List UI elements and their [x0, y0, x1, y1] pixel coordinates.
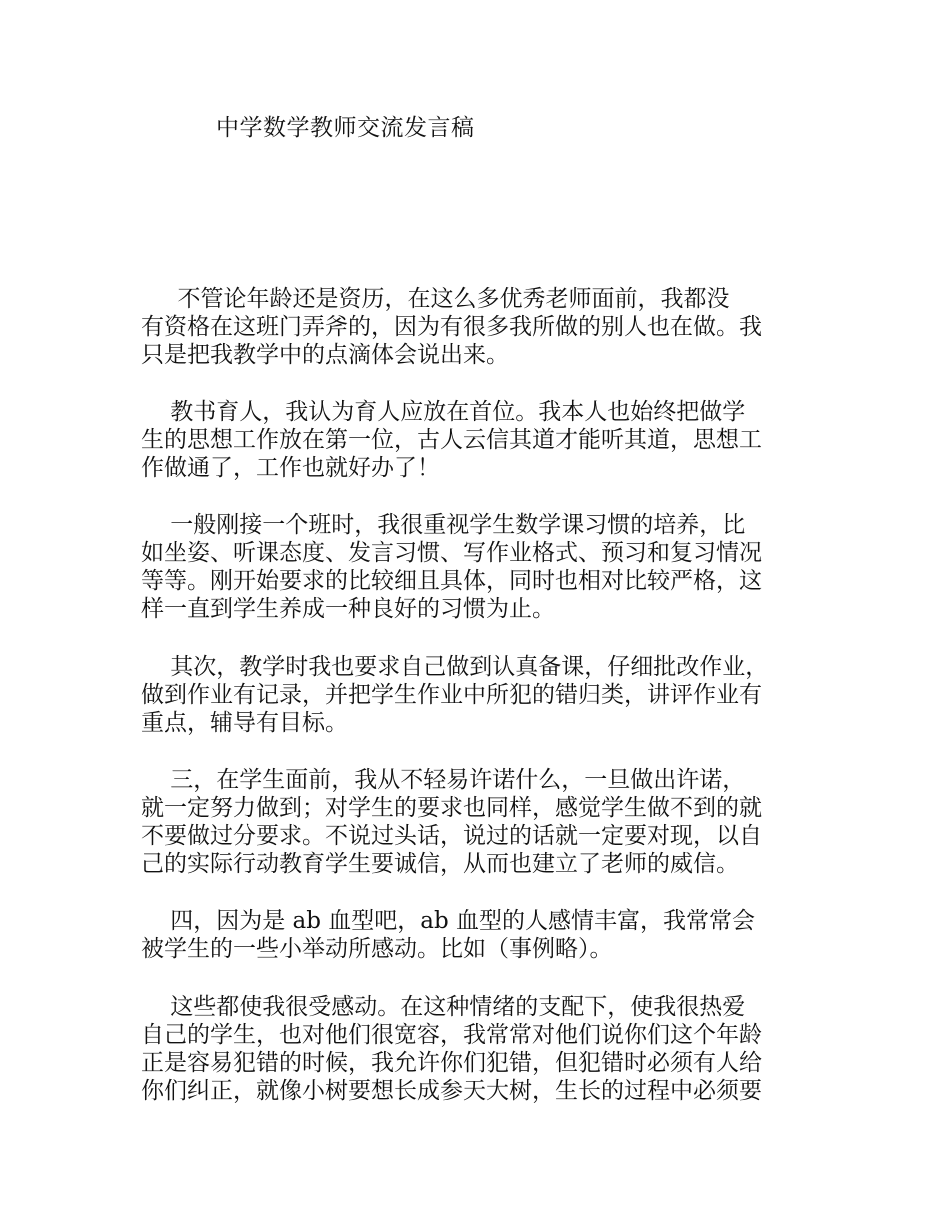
paragraph-line: 教书育人，我认为育人应放在首位。我本人也始终把做学 — [141, 399, 746, 425]
paragraph-4 — [141, 653, 841, 737]
paragraph-line: 一般刚接一个班时，我很重视学生数学课习惯的培养，比 — [141, 512, 746, 538]
paragraph-line: 三，在学生面前，我从不轻易许诺什么，一旦做出许诺， — [141, 767, 746, 793]
paragraph-line: 就一定努力做到；对学生的要求也同样，感觉学生做不到的就 — [141, 795, 762, 821]
paragraph-line: 自己的学生，也对他们很宽容，我常常对他们说你们这个年龄 — [141, 1022, 762, 1048]
paragraph-line: 己的实际行动教育学生要诚信，从而也建立了老师的威信。 — [141, 851, 739, 877]
paragraph-line: 做到作业有记录，并把学生作业中所犯的错归类，讲评作业有 — [141, 682, 762, 708]
paragraph-line: 这些都使我很受感动。在这种情绪的支配下，使我很热爱 — [141, 994, 746, 1020]
paragraph-line: 有资格在这班门弄斧的，因为有很多我所做的别人也在做。我 — [141, 314, 762, 340]
paragraph-line: 你们纠正，就像小树要想长成参天大树，生长的过程中必须要 — [141, 1078, 762, 1104]
paragraph-line: 如坐姿、听课态度、发言习惯、写作业格式、预习和复习情况 — [141, 540, 762, 566]
paragraph-line: 样一直到学生养成一种良好的习惯为止。 — [141, 596, 555, 622]
paragraph-line: 重点，辅导有目标。 — [141, 710, 348, 736]
paragraph-line: 不要做过分要求。不说过头话，说过的话就一定要对现，以自 — [141, 823, 762, 849]
paragraph-6 — [141, 907, 841, 963]
paragraph-line: 作做通了，工作也就好办了！ — [141, 455, 440, 481]
paragraph-7 — [141, 993, 841, 1105]
paragraph-line: 等等。刚开始要求的比较细且具体，同时也相对比较严格，这 — [141, 568, 762, 594]
paragraph-5 — [141, 766, 841, 878]
paragraph-line: 不管论年龄还是资历，在这么多优秀老师面前，我都没 — [141, 286, 730, 312]
paragraph-line: 生的思想工作放在第一位，古人云信其道才能听其道，思想工 — [141, 427, 762, 453]
paragraph-2 — [141, 398, 841, 482]
paragraph-line: 正是容易犯错的时候，我允许你们犯错，但犯错时必须有人给 — [141, 1050, 762, 1076]
paragraph-3 — [141, 511, 841, 623]
paragraph-line: 被学生的一些小举动所感动。比如（事例略）。 — [141, 936, 613, 962]
paragraph-1 — [141, 285, 841, 369]
paragraph-line: 其次，教学时我也要求自己做到认真备课，仔细批改作业， — [141, 654, 769, 680]
paragraph-line: 四，因为是 ab 血型吧，ab 血型的人感情丰富，我常常会 — [141, 908, 756, 934]
paragraph-line: 只是把我教学中的点滴体会说出来。 — [141, 342, 509, 368]
document-title: 中学数学教师交流发言稿 — [216, 115, 475, 141]
